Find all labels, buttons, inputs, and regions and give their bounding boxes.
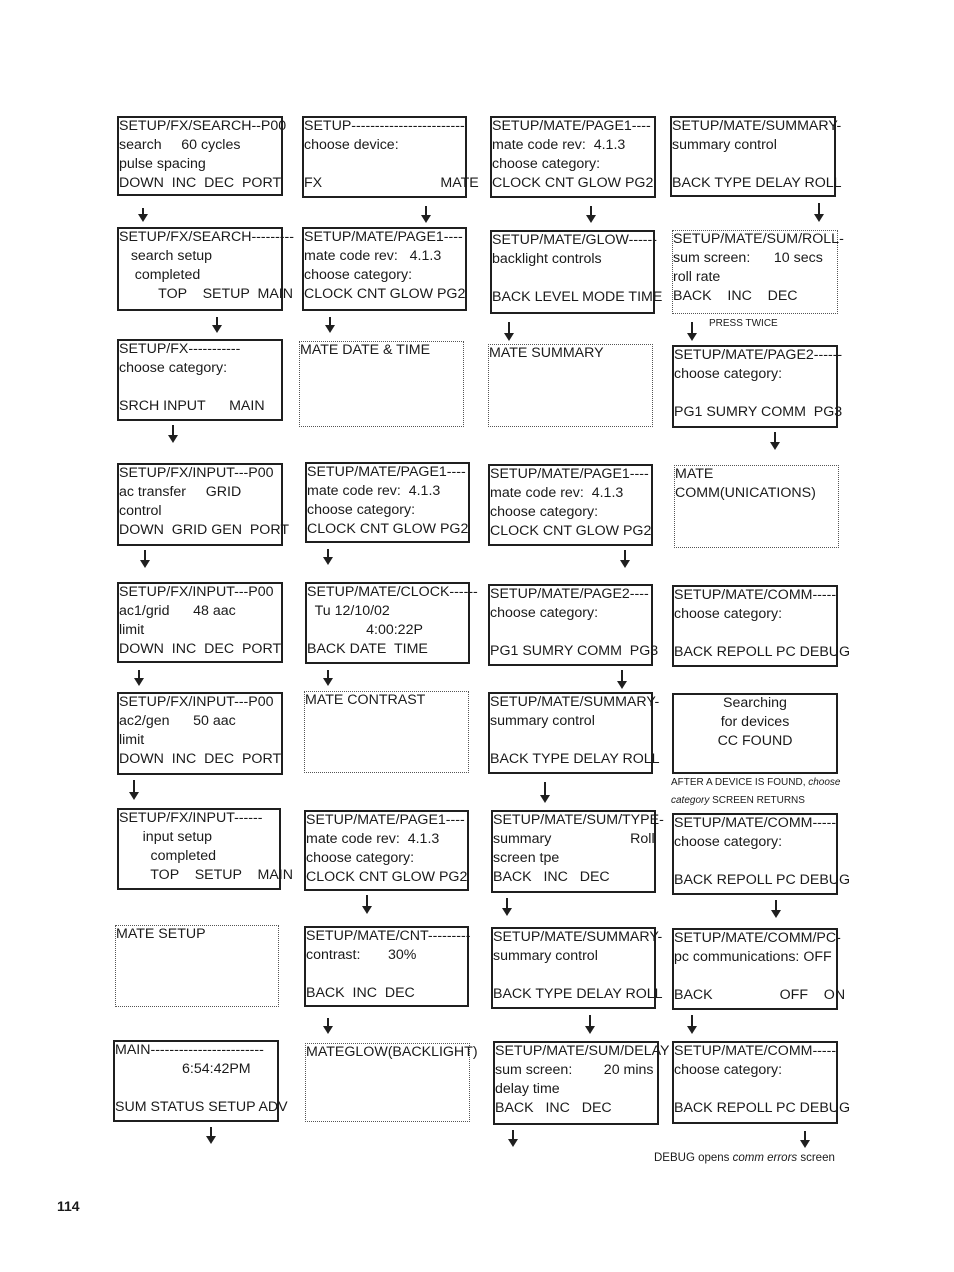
screen-setup-device <box>302 116 479 198</box>
screen-fx-menu <box>117 339 283 421</box>
arrow-down-icon <box>617 670 627 689</box>
arrow-down-icon <box>540 782 550 803</box>
screen-line: DOWN INC DEC PORT <box>119 175 282 191</box>
screen-line: backlight controls <box>492 251 602 267</box>
screen-line: SETUP/MATE/SUMMARY- <box>672 118 842 134</box>
arrow-down-icon <box>502 898 512 916</box>
screen-line: ac1/grid 48 aac <box>119 603 236 619</box>
screen-fx-input-ac2 <box>117 692 283 775</box>
arrow-down-icon <box>508 1130 518 1147</box>
screen-line: TOP SETUP MAIN <box>119 867 293 883</box>
arrow-down-icon <box>129 780 139 800</box>
screen-line: BACK INC DEC <box>493 869 610 885</box>
screen-line: delay time <box>495 1081 560 1097</box>
screen-mate-comm-pc <box>672 928 846 1010</box>
after-device-found-note-line1: AFTER A DEVICE IS FOUND, choose <box>671 777 841 788</box>
arrow-down-icon <box>323 1018 333 1034</box>
screen-line: choose category: <box>307 502 416 518</box>
screen-line: mate code rev: 4.1.3 <box>307 483 441 499</box>
screen-line: SETUP/MATE/SUMMARY- <box>490 694 660 710</box>
screen-main <box>113 1040 288 1122</box>
screen-line: SETUP/MATE/PAGE2---- <box>490 586 649 602</box>
screen-line: Tu 12/10/02 <box>307 603 390 619</box>
screen-line: MATE SUMMARY <box>489 345 604 361</box>
screen-mate-page1-c <box>304 810 469 891</box>
screen-fx-search-done <box>117 227 294 311</box>
arrow-down-icon <box>620 550 630 568</box>
screen-line: SETUP/MATE/SUMMARY- <box>493 929 663 945</box>
screen-searching <box>672 693 838 774</box>
screen-line: SETUP/MATE/PAGE1---- <box>304 229 463 245</box>
screen-line: summary control <box>672 137 777 153</box>
screen-line: BACK TYPE DELAY ROLL <box>490 751 660 767</box>
screen-mate-setup <box>115 925 279 1007</box>
screen-mate-page1-e <box>488 464 653 546</box>
screen-mate-cnt <box>304 926 469 1007</box>
screen-line: CLOCK CNT GLOW PG2 <box>307 521 469 537</box>
debug-note: DEBUG opens comm errors screen <box>654 1152 835 1164</box>
screen-line: limit <box>119 732 145 748</box>
screen-line: BACK REPOLL PC DEBUG <box>674 644 851 660</box>
screen-mate-clock <box>305 582 478 664</box>
screen-line: choose category: <box>119 360 228 376</box>
screen-line: BACK DATE TIME <box>307 641 428 657</box>
screen-mate-comm-c <box>672 1041 851 1124</box>
screen-mate-glow-backlight <box>305 1043 478 1122</box>
screen-line: choose category: <box>304 267 413 283</box>
screen-line: pc communications: OFF <box>674 949 832 965</box>
arrow-down-icon <box>814 203 824 222</box>
screen-mate-sum-type <box>491 810 664 893</box>
screen-line: MATE <box>675 466 714 482</box>
screen-line: DOWN GRID GEN PORT <box>119 522 289 538</box>
screen-line: choose category: <box>492 156 601 172</box>
screen-line: SETUP/FX/INPUT------ <box>119 810 263 826</box>
arrow-down-icon <box>325 317 335 333</box>
arrow-down-icon <box>585 1015 595 1034</box>
screen-line: SETUP/MATE/COMM----- <box>674 815 837 831</box>
screen-mate-date-time <box>299 341 464 427</box>
screen-line: SETUP/FX/SEARCH--P00 <box>119 118 287 134</box>
screen-line: SETUP/MATE/PAGE1---- <box>490 466 649 482</box>
screen-line: choose category: <box>490 605 599 621</box>
screen-mate-summary-c <box>670 116 842 197</box>
screen-line: BACK LEVEL MODE TIME <box>492 289 663 305</box>
screen-mate-comm-label <box>674 465 839 548</box>
screen-line: SETUP/MATE/COMM----- <box>674 1043 837 1059</box>
screen-fx-input-ac1 <box>117 582 283 663</box>
screen-line: MATE CONTRAST <box>305 692 426 708</box>
screen-mate-page2-b <box>672 345 843 428</box>
arrow-down-icon <box>138 208 148 222</box>
screen-line: search 60 cycles <box>119 137 241 153</box>
screen-line: MAIN------------------------ <box>115 1042 264 1058</box>
screen-line: for devices <box>720 714 790 730</box>
screen-line: SETUP/MATE/COMM----- <box>674 587 837 603</box>
arrow-down-icon <box>212 317 222 333</box>
screen-mate-page2-a <box>488 584 659 666</box>
screen-line: CLOCK CNT GLOW PG2 <box>304 286 466 302</box>
screen-line: BACK INC DEC <box>673 288 798 304</box>
screen-line: Searching <box>723 695 787 711</box>
screen-line: SRCH INPUT MAIN <box>119 398 265 414</box>
screen-line: FX MATE <box>304 175 479 191</box>
screen-line: mate code rev: 4.1.3 <box>490 485 624 501</box>
arrow-down-icon <box>206 1127 216 1144</box>
screen-line: PG1 SUMRY COMM PG3 <box>490 643 659 659</box>
screen-line: ac transfer GRID <box>119 484 242 500</box>
screen-mate-sum-delay <box>493 1041 670 1125</box>
screen-line: SETUP/MATE/CNT--------- <box>306 928 471 944</box>
screen-line: CLOCK CNT GLOW PG2 <box>306 869 468 885</box>
screen-line: SETUP/FX/INPUT---P00 <box>119 465 274 481</box>
screen-line: SETUP/MATE/SUM/ROLL- <box>673 231 844 247</box>
screen-line: SETUP/MATE/GLOW------ <box>492 232 657 248</box>
screen-line: completed <box>119 848 216 864</box>
screen-line: choose category: <box>674 606 783 622</box>
screen-line: SETUP/FX/INPUT---P00 <box>119 584 274 600</box>
screen-line: SETUP/MATE/PAGE1---- <box>307 464 466 480</box>
screen-line: TOP SETUP MAIN <box>119 286 293 302</box>
arrow-down-icon <box>586 206 596 223</box>
screen-mate-glow <box>490 230 663 314</box>
screen-line: pulse spacing <box>119 156 206 172</box>
screen-line: MATE DATE & TIME <box>300 342 431 358</box>
arrow-down-icon <box>323 670 333 686</box>
screen-line: SETUP/MATE/CLOCK------ <box>307 584 478 600</box>
screen-line: BACK REPOLL PC DEBUG <box>674 872 851 888</box>
screen-line: control <box>119 503 162 519</box>
arrow-down-icon <box>134 670 144 686</box>
screen-line: PG1 SUMRY COMM PG3 <box>674 404 843 420</box>
screen-mate-contrast <box>304 691 469 773</box>
screen-line: ac2/gen 50 aac <box>119 713 236 729</box>
screen-line: SUM STATUS SETUP ADV <box>115 1099 288 1115</box>
screen-line: summary control <box>490 713 595 729</box>
screen-line: SETUP/MATE/PAGE1---- <box>306 812 465 828</box>
arrow-down-icon <box>362 895 372 914</box>
screen-line: 6:54:42PM <box>115 1061 251 1077</box>
screen-line: CC FOUND <box>717 733 793 749</box>
screen-line: choose category: <box>490 504 599 520</box>
arrow-down-icon <box>421 206 431 223</box>
screen-line: SETUP/FX/INPUT---P00 <box>119 694 274 710</box>
arrow-down-icon <box>687 322 697 341</box>
screen-line: SETUP/MATE/COMM/PC- <box>674 930 841 946</box>
screen-line: mate code rev: 4.1.3 <box>306 831 440 847</box>
screen-line: choose category: <box>306 850 415 866</box>
screen-line: SETUP/MATE/SUM/DELAY <box>495 1043 670 1059</box>
screen-line: SETUP/FX/SEARCH--------- <box>119 229 294 245</box>
screen-line: BACK OFF ON <box>674 987 846 1003</box>
screen-line: choose category: <box>674 834 783 850</box>
screen-line: BACK REPOLL PC DEBUG <box>674 1100 851 1116</box>
screen-mate-sum-roll <box>672 230 844 314</box>
page-number: 114 <box>57 1198 80 1214</box>
screen-line: choose category: <box>674 366 783 382</box>
screen-line: CLOCK CNT GLOW PG2 <box>492 175 654 191</box>
screen-line: BACK INC DEC <box>495 1100 612 1116</box>
screen-line: choose category: <box>674 1062 783 1078</box>
after-device-found-note-line2: category SCREEN RETURNS <box>671 795 805 806</box>
screen-line: SETUP/MATE/SUM/TYPE- <box>493 812 664 828</box>
screen-line: screen tpe <box>493 850 560 866</box>
screen-line: sum screen: 10 secs <box>673 250 823 266</box>
screen-line: 4:00:22P <box>307 622 423 638</box>
arrow-down-icon <box>504 322 514 341</box>
screen-line: choose device: <box>304 137 399 153</box>
screen-line: SETUP------------------------ <box>304 118 465 134</box>
arrow-down-icon <box>140 550 150 568</box>
screen-line: mate code rev: 4.1.3 <box>304 248 442 264</box>
arrow-down-icon <box>168 425 178 443</box>
screen-line: SETUP/MATE/PAGE1---- <box>492 118 651 134</box>
screen-mate-page1-d <box>490 116 656 198</box>
screen-line: MATE SETUP <box>116 926 206 942</box>
screen-line: CLOCK CNT GLOW PG2 <box>490 523 652 539</box>
screen-line: contrast: 30% <box>306 947 417 963</box>
arrow-down-icon <box>770 432 780 450</box>
screen-line: DOWN INC DEC PORT <box>119 751 282 767</box>
screen-line: BACK TYPE DELAY ROLL <box>672 175 842 191</box>
screen-line: summary Roll <box>493 831 655 847</box>
screen-line: completed <box>119 267 201 283</box>
screen-line: DOWN INC DEC PORT <box>119 641 282 657</box>
screen-line: SETUP/MATE/PAGE2------ <box>674 347 843 363</box>
screen-line: search setup <box>119 248 213 264</box>
screen-mate-page1-a <box>302 227 467 311</box>
screen-line: summary control <box>493 948 598 964</box>
screen-fx-search-p00 <box>117 116 287 196</box>
screen-line: input setup <box>119 829 213 845</box>
screen-fx-input-grid <box>117 463 289 546</box>
screen-mate-page1-b <box>305 462 470 543</box>
screen-mate-summary-b <box>491 927 663 1009</box>
screen-line: mate code rev: 4.1.3 <box>492 137 626 153</box>
screen-line: sum screen: 20 mins <box>495 1062 654 1078</box>
arrow-down-icon <box>771 900 781 918</box>
screen-mate-summary-a <box>488 692 660 774</box>
screen-line: BACK TYPE DELAY ROLL <box>493 986 663 1002</box>
screen-mate-comm-b <box>672 813 851 895</box>
screen-line: SETUP/FX----------- <box>119 341 241 357</box>
screen-mate-comm-a <box>672 585 851 667</box>
arrow-down-icon <box>800 1131 810 1148</box>
screen-line: roll rate <box>673 269 721 285</box>
screen-fx-input-done <box>117 808 293 890</box>
screen-line: limit <box>119 622 145 638</box>
screen-line: MATEGLOW(BACKLIGHT) <box>306 1044 478 1060</box>
arrow-down-icon <box>323 549 333 565</box>
arrow-down-icon <box>687 1015 697 1034</box>
press-twice-note: PRESS TWICE <box>709 318 778 329</box>
screen-line: BACK INC DEC <box>306 985 415 1001</box>
screen-line: COMM(UNICATIONS) <box>675 485 816 501</box>
screen-mate-summary-label <box>488 344 653 427</box>
